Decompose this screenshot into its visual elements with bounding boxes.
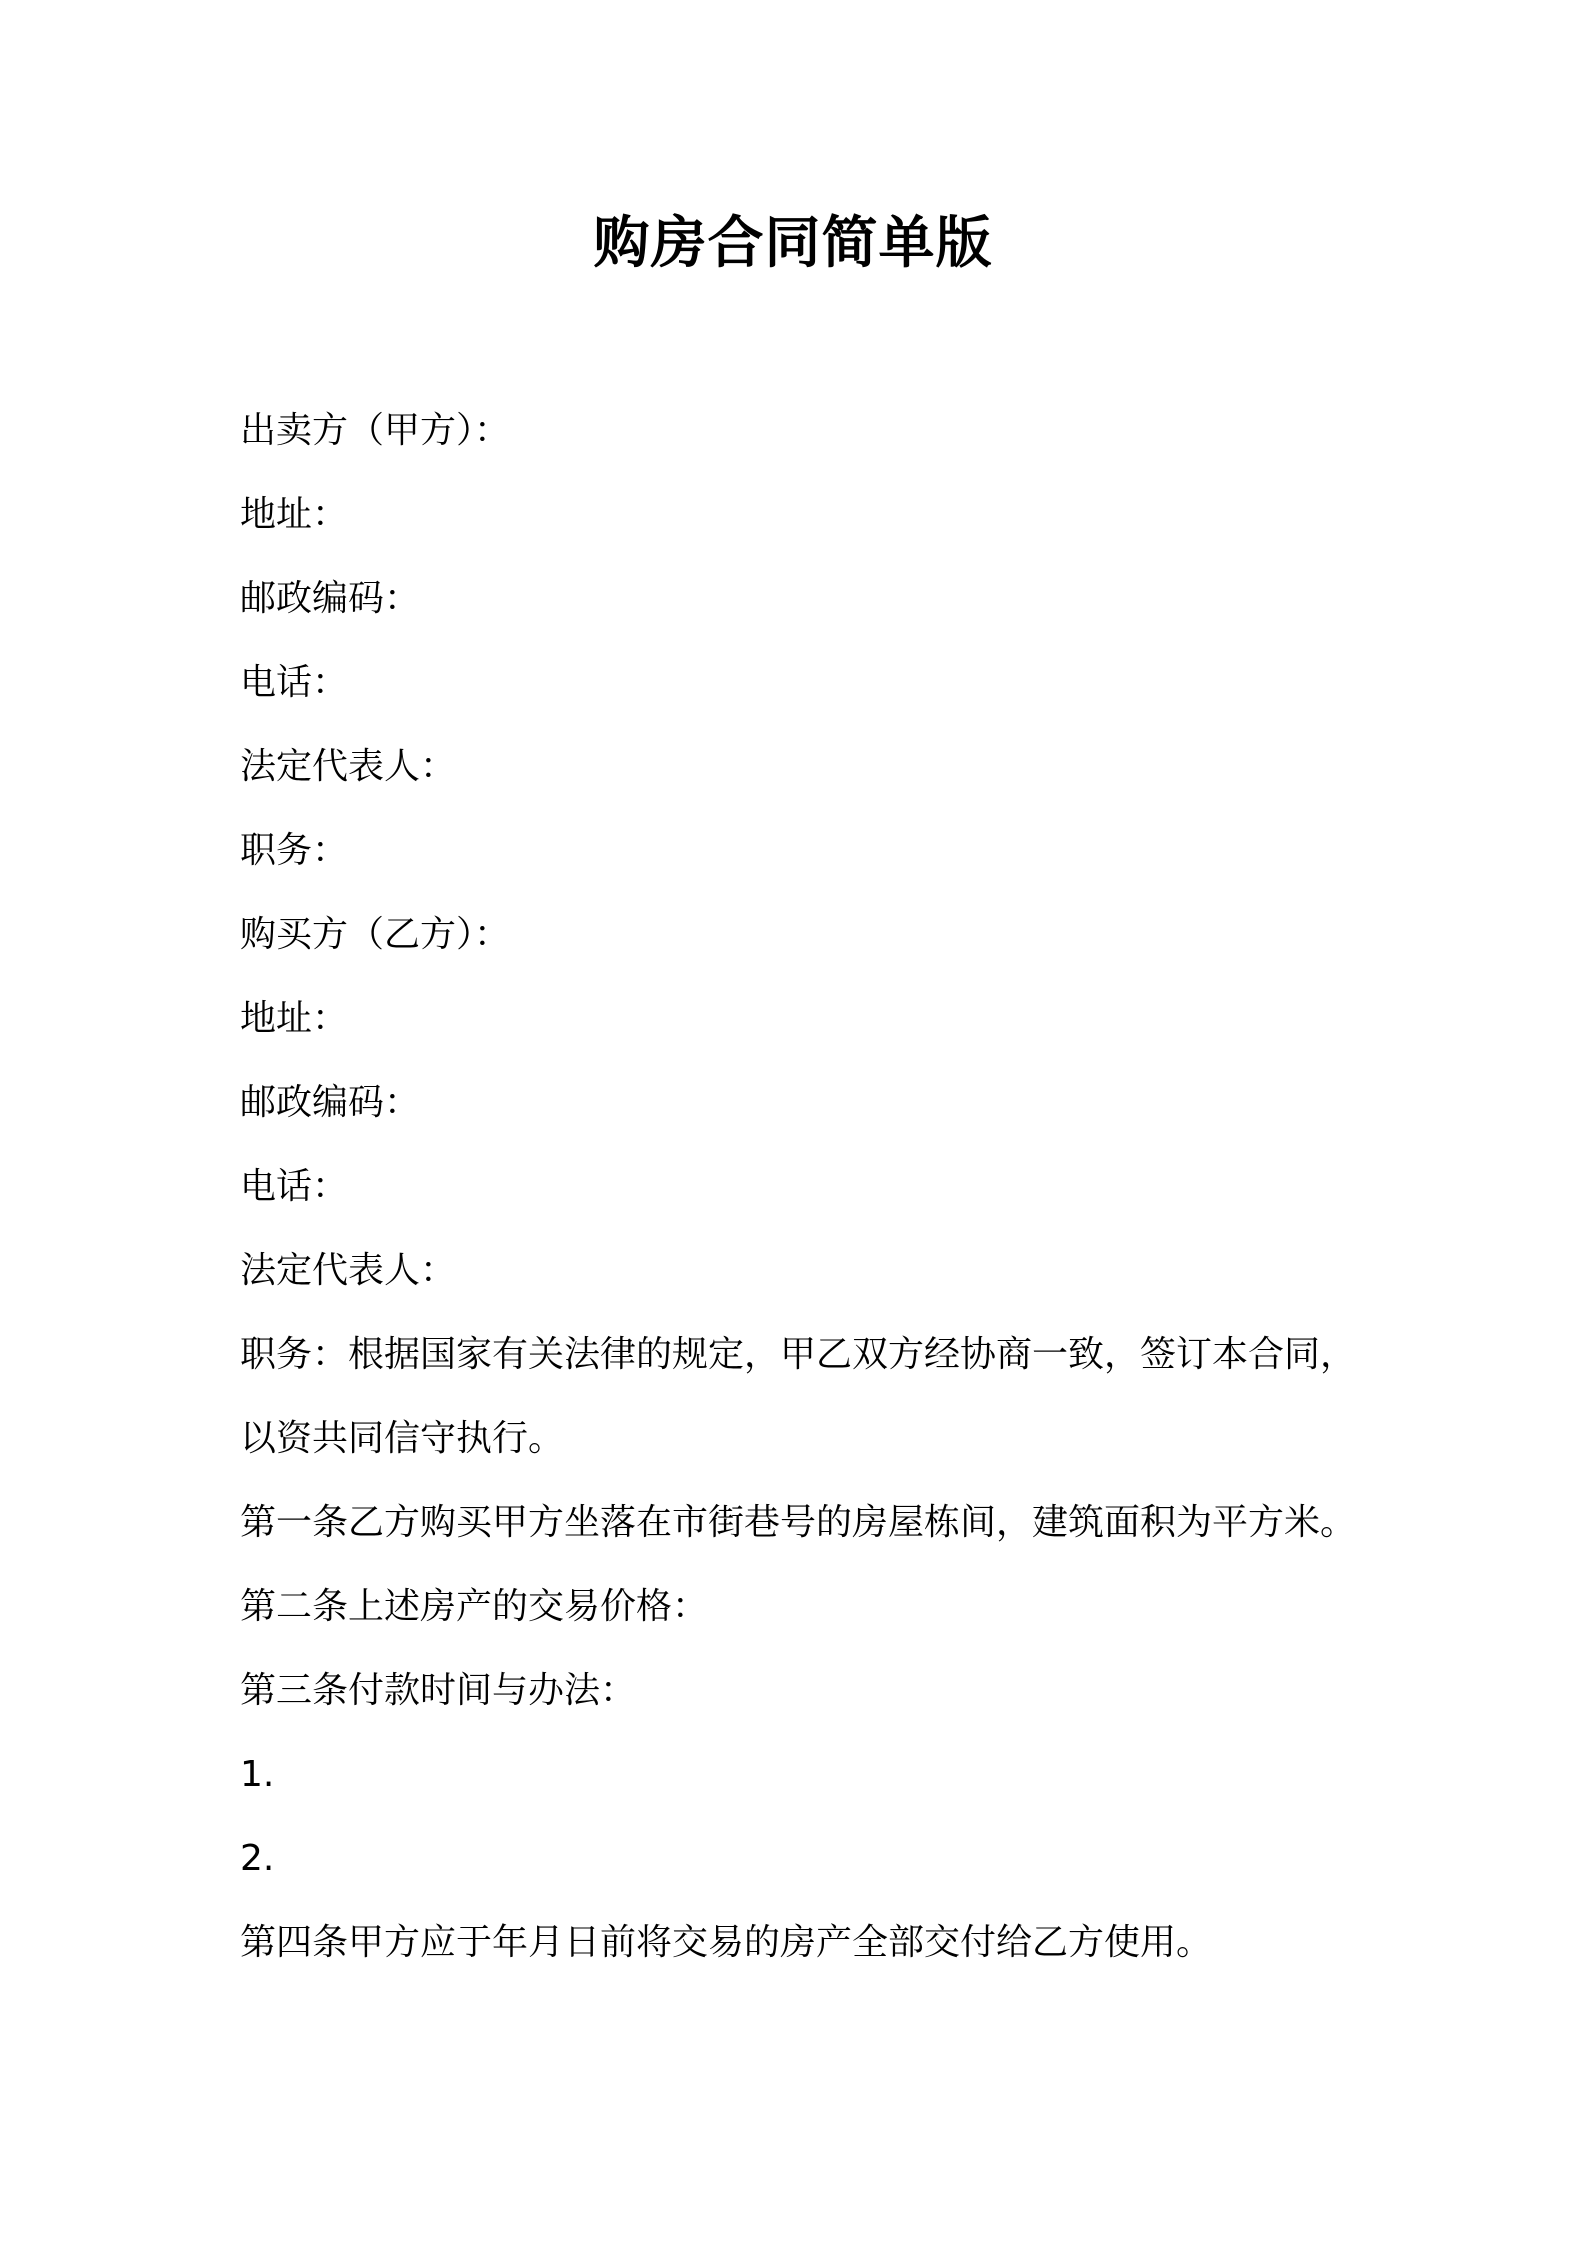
seller-position-label: 职务： (240, 830, 349, 871)
payment-item-1: 1. (240, 1754, 275, 1795)
document-title: 购房合同简单版 (593, 211, 993, 276)
contract-body (240, 406, 1460, 2002)
article-one: 第一条乙方购买甲方坐落在市街巷号的房屋栋间，建筑面积为平方米。 (240, 1502, 1357, 1543)
buyer-legal-rep-label: 法定代表人： (240, 1250, 457, 1291)
seller-legal-rep-label: 法定代表人： (240, 746, 457, 787)
buyer-postal-code-label: 邮政编码： (240, 1082, 421, 1123)
seller-label: 出卖方（甲方）： (240, 410, 511, 451)
buyer-label: 购买方（乙方）： (240, 914, 511, 955)
buyer-position-and-preamble: 职务：根据国家有关法律的规定，甲乙双方经协商一致，签订本合同， (240, 1334, 1357, 1375)
article-three: 第三条付款时间与办法： (240, 1670, 637, 1711)
seller-phone-label: 电话： (240, 662, 349, 703)
buyer-phone-label: 电话： (240, 1166, 349, 1207)
seller-address-label: 地址： (240, 494, 349, 535)
article-two: 第二条上述房产的交易价格： (240, 1586, 709, 1627)
payment-item-2: 2. (240, 1838, 275, 1879)
preamble-continuation: 以资共同信守执行。 (240, 1418, 565, 1459)
buyer-address-label: 地址： (240, 998, 349, 1039)
article-four: 第四条甲方应于年月日前将交易的房产全部交付给乙方使用。 (240, 1922, 1213, 1963)
seller-postal-code-label: 邮政编码： (240, 578, 421, 619)
